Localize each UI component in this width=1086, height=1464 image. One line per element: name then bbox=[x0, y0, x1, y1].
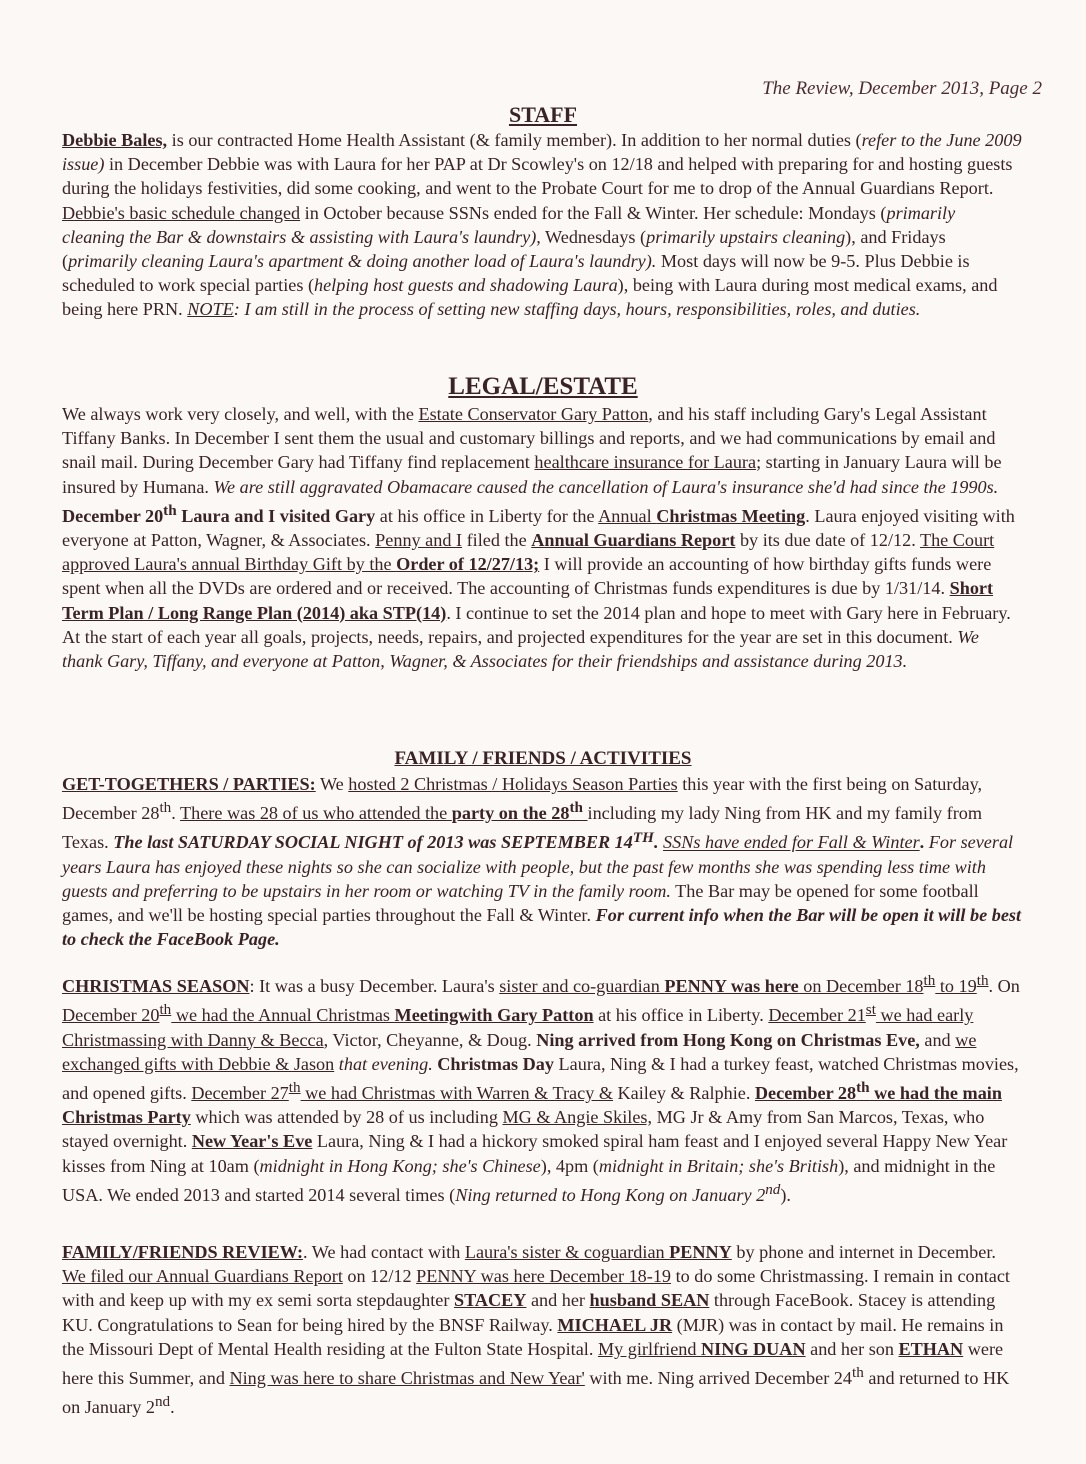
get-togethers-paragraph: GET-TOGETHERS / PARTIES: We hosted 2 Christmas / Holidays Season Parties this year with the first being on Saturday, December 28th. There was 28 of us who attended the party on the 28th including my lady Ning from HK and my family from Texas. The last SATURDAY SOCIAL NIGHT of 2013 was SEPTEMBER 14TH. SSNs have ended for Fall & Winter. For several years Laura has enjoyed these nights so she can socialize with people, but the past few months she was spending less time with guests and preferring to be upstairs in her room or watching TV in the family room. The Bar may be opened for some football games, and we'll be hosting special parties throughout the Fall & Winter. For current info when the Bar will be open it will be best to check the FaceBook Page. bbox=[62, 774, 1022, 950]
staff-paragraph: Debbie Bales, is our contracted Home Health Assistant (& family member). In addition to her normal duties (refer to the June 2009 issue) in December Debbie was with Laura for her PAP at Dr Scowley's on 12/18 and helped with preparing for and hosting guests during the holidays festivities, did some cooking, and went to the Probate Court for me to drop of the Annual Guardians Report. Debbie's basic schedule changed in October because SSNs ended for the Fall & Winter. Her schedule: Mondays (primarily cleaning the Bar & downstairs & assisting with Laura's laundry), Wednesdays (primarily upstairs cleaning), and Fridays (primarily cleaning Laura's apartment & doing another load of Laura's laundry). Most days will now be 9-5. Plus Debbie is scheduled to work special parties (helping host guests and shadowing Laura), being with Laura during most medical exams, and being here PRN. NOTE: I am still in the process of setting new staffing days, hours, responsibilities, roles, and duties. bbox=[62, 130, 1022, 320]
stp14-label: Short Term Plan / Long Range Plan (2014) aka STP(14) bbox=[62, 578, 994, 623]
running-head: The Review, December 2013, Page 2 bbox=[762, 78, 1042, 99]
christmas-season-paragraph: CHRISTMAS SEASON: It was a busy December. Laura's sister and co-guardian PENNY was here on December 18th to 19th. On December 20th we had the Annual Christmas Meetingwith Gary Patton at his office in Liberty. December 21st we had early Christmassing with Danny & Becca, Victor, Cheyanne, & Doug. Ning arrived from Hong Kong on Christmas Eve, and we exchanged gifts with Debbie & Jason that evening. Christmas Day Laura, Ning & I had a turkey feast, watched Christmas movies, and opened gifts. December 27th we had Christmas with Warren & Tracy & Kailey & Ralphie. December 28th we had the main Christmas Party which was attended by 28 of us including MG & Angie Skiles, MG Jr & Amy from San Marcos, Texas, who stayed overnight. New Year's Eve Laura, Ning & I had a hickory smoked spiral ham feast and I enjoyed several Happy New Year kisses from Ning at 10am (midnight in Hong Kong; she's Chinese), 4pm (midnight in Britain; she's British), and midnight in the USA. We ended 2013 and started 2014 several times (Ning returned to Hong Kong on January 2nd). bbox=[62, 972, 1020, 1205]
staff-heading: STAFF bbox=[508, 102, 578, 127]
legal-estate-heading: LEGAL/ESTATE bbox=[448, 373, 638, 400]
family-friends-heading: FAMILY / FRIENDS / ACTIVITIES bbox=[394, 748, 692, 769]
family-friends-review-paragraph: FAMILY/FRIENDS REVIEW:. We had contact with Laura's sister & coguardian PENNY by phone and internet in December. We filed our Annual Guardians Report on 12/12 PENNY was here December 18-19 to do some Christmassing. I remain in contact with and keep up with my ex semi sorta stepdaughter STACEY and her husband SEAN through FaceBook. Stacey is attending KU. Congratulations to Sean for being hired by the BNSF Railway. MICHAEL JR (MJR) was in contact by mail. He remains in the Missouri Dept of Mental Health residing at the Fulton State Hospital. My girlfriend NING DUAN and her son ETHAN were here this Summer, and Ning was here to share Christmas and New Year' with me. Ning arrived December 24th and returned to HK on January 2nd. bbox=[62, 1242, 1010, 1418]
legal-estate-paragraph: We always work very closely, and well, with the Estate Conservator Gary Patton, and his staff including Gary's Legal Assistant Tiffany Banks. In December I sent them the usual and customary billings and reports, and we had communications by email and snail mail. During December Gary had Tiffany find replacement healthcare insurance for Laura; starting in January Laura will be insured by Humana. We are still aggravated Obamacare caused the cancellation of Laura's insurance she'd had since the 1990s. December 20th Laura and I visited Gary at his office in Liberty for the Annual Christmas Meeting. Laura enjoyed visiting with everyone at Patton, Wagner, & Associates. Penny and I filed the Annual Guardians Report by its due date of 12/12. The Court approved Laura's annual Birthday Gift by the Order of 12/27/13; I will provide an accounting of how birthday gifts funds were spent when all the DVDs are ordered and or received. The accounting of Christmas funds expenditures is due by 1/31/14. Short Term Plan / Long Range Plan (2014) aka STP(14). I continue to set the 2014 plan and hope to meet with Gary here in February. At the start of each year all goals, projects, needs, repairs, and projected expenditures for the year are set in this document. We thank Gary, Tiffany, and everyone at Patton, Wagner, & Associates for their friendships and assistance during 2013. bbox=[62, 404, 1015, 672]
note-label: NOTE bbox=[187, 299, 234, 320]
name-debbie-bales: Debbie Bales, bbox=[62, 130, 168, 150]
